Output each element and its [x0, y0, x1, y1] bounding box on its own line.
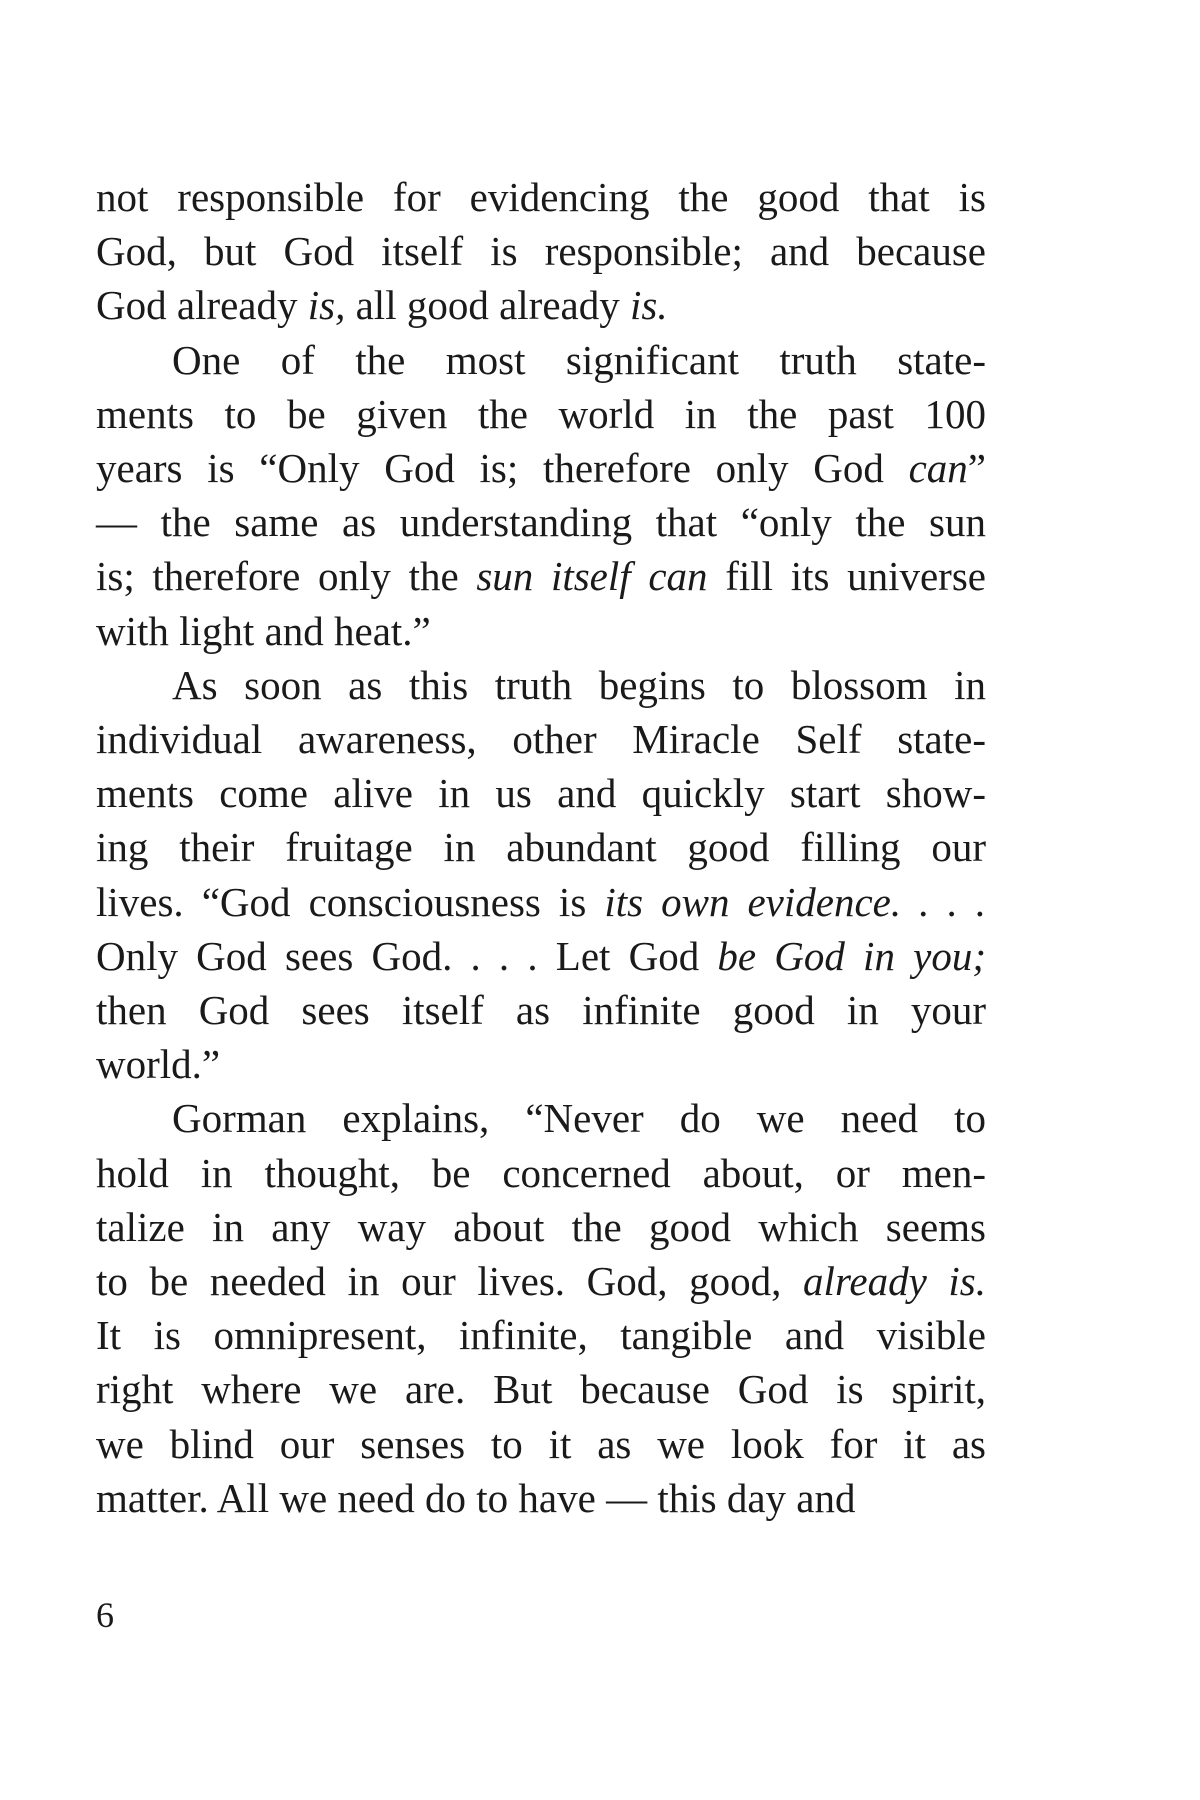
text-run: God, but God itself is responsible; and because [96, 228, 986, 275]
text-line [96, 1037, 986, 1091]
text-line [96, 1308, 986, 1362]
text-run: right where we are. But because God is spirit, [96, 1366, 986, 1413]
text-run: then God sees itself as infinite good in your [96, 987, 986, 1034]
text-run: is; therefore only the [96, 553, 477, 600]
text-line [96, 1417, 986, 1471]
text-line [96, 1254, 986, 1308]
text-line [96, 929, 986, 983]
text-run: — the same as understanding that “only the sun [96, 499, 986, 546]
text-line [96, 224, 986, 278]
text-run: It is omnipresent, infinite, tangible and visible [96, 1312, 986, 1359]
paragraph [96, 1091, 986, 1525]
text-run: ” [967, 445, 986, 492]
text-line [96, 278, 986, 332]
body-text [96, 170, 986, 1525]
text-run: we blind our senses to it as we look for it as [96, 1420, 986, 1467]
text-line [96, 983, 986, 1037]
text-run: Only God sees God. . . . Let God [96, 932, 718, 979]
text-run: all good already [345, 282, 630, 329]
italic-text: is. [629, 282, 668, 329]
page-number: 6 [96, 1595, 114, 1635]
text-line [96, 712, 986, 766]
text-line [96, 495, 986, 549]
italic-text: be God in you; [717, 932, 986, 979]
text-run: Gorman explains, “Never do we need to [172, 1095, 986, 1142]
text-line [96, 1200, 986, 1254]
text-line [96, 1091, 986, 1145]
italic-text: its own evidence. . . . [604, 878, 986, 925]
text-run: matter. All we need do to have — this day and [96, 1474, 856, 1521]
text-line [96, 766, 986, 820]
text-line [96, 1362, 986, 1416]
text-run: As soon as this truth begins to blossom in [172, 661, 986, 708]
italic-text: is, [307, 282, 346, 329]
italic-text: already is. [803, 1258, 986, 1305]
text-line [96, 1471, 986, 1525]
text-run: individual awareness, other Miracle Self state- [96, 716, 986, 763]
text-run: hold in thought, be concerned about, or men- [96, 1149, 986, 1196]
text-run: One of the most significant truth state- [172, 336, 986, 383]
text-run: fill its universe [707, 553, 986, 600]
text-run: ing their fruitage in abundant good filling our [96, 824, 986, 871]
text-line [96, 658, 986, 712]
text-run: ments to be given the world in the past 100 [96, 390, 986, 437]
text-run: not responsible for evidencing the good that is [96, 174, 986, 220]
italic-text: sun itself can [476, 553, 708, 600]
paragraph [96, 333, 986, 658]
text-run: world.” [96, 1041, 221, 1088]
italic-text: can [908, 445, 968, 492]
text-run: talize in any way about the good which seems [96, 1203, 986, 1250]
text-line [96, 820, 986, 874]
text-line [96, 387, 986, 441]
text-run: to be needed in our lives. God, good, [96, 1258, 804, 1305]
text-line [96, 170, 986, 224]
text-run: with light and heat.” [96, 607, 431, 654]
text-line [96, 604, 986, 658]
text-line [96, 549, 986, 603]
text-line [96, 1146, 986, 1200]
text-run: God already [96, 282, 308, 329]
text-run: lives. “God consciousness is [96, 878, 605, 925]
paragraph [96, 170, 986, 333]
text-run: ments come alive in us and quickly start show- [96, 770, 986, 817]
text-run: years is “Only God is; therefore only God [96, 445, 909, 492]
text-line [96, 333, 986, 387]
text-line [96, 875, 986, 929]
paragraph [96, 658, 986, 1092]
text-line [96, 441, 986, 495]
